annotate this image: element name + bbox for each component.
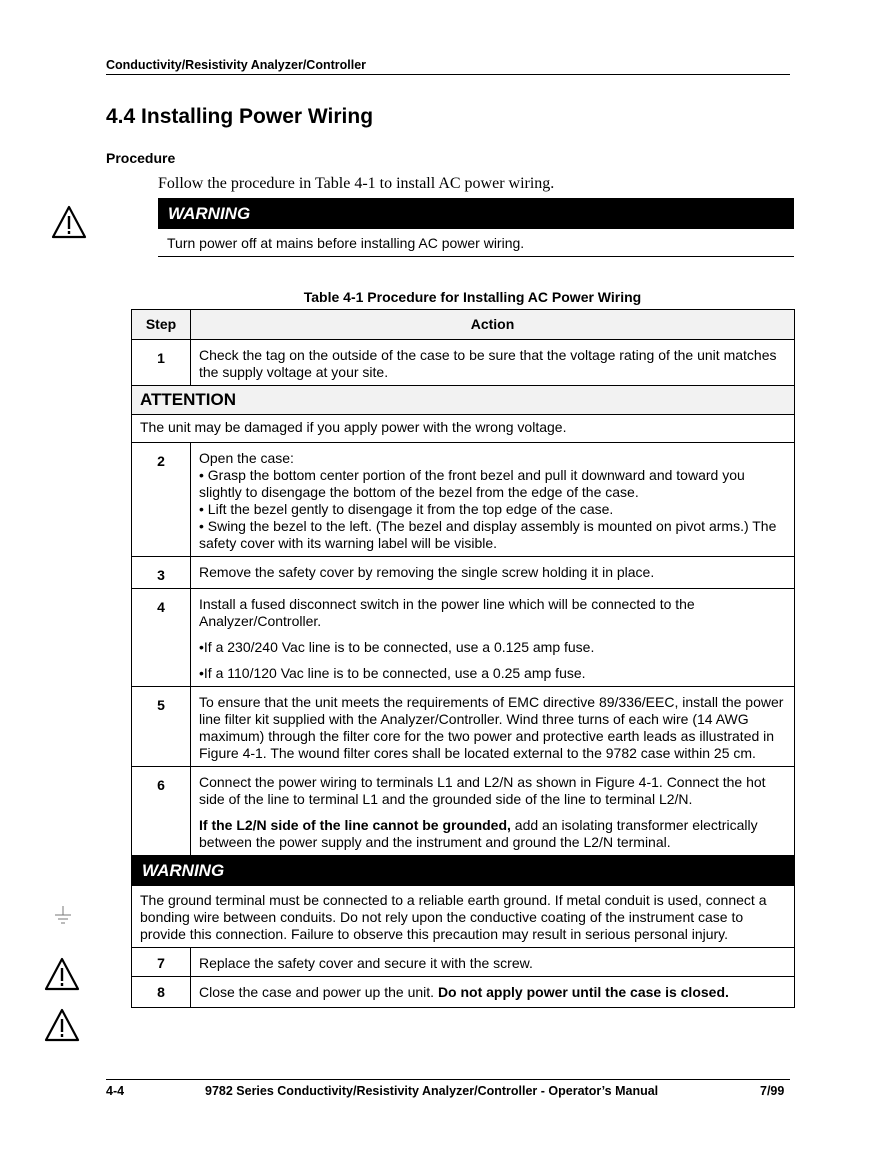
warning-label: WARNING [132,856,795,886]
caution-triangle-icon [44,1008,80,1042]
column-header-step: Step [132,310,191,340]
step-note [199,817,786,851]
table-header-row [132,310,795,340]
column-header-action: Action [191,310,795,340]
step-text: Connect the power wiring to terminals L1 and L2/N as shown in Figure 4-1. Connect the hot side of the line to terminal L1 and the grounded side of the line to terminal L2/N. [199,774,766,807]
step-action [191,687,795,767]
step-text: Open the case: [199,450,294,466]
attention-row [132,386,795,415]
warning-text: Turn power off at mains before installing AC power wiring. [167,235,525,251]
footer-rule [106,1079,790,1080]
step-number: 7 [132,948,191,977]
step-action [191,557,795,589]
step-text: Remove the safety cover by removing the single screw holding it in place. [199,564,655,580]
step-number: 2 [132,443,191,557]
table-row [132,589,795,687]
attention-text-row [132,415,795,443]
step-text: Replace the safety cover and secure it with the screw. [199,955,533,971]
attention-label: ATTENTION [132,386,795,415]
step-action [191,589,795,687]
step-text: Close the case and power up the unit. [199,984,438,1000]
step-bullet: • Grasp the bottom center portion of the front bezel and pull it downward and toward you slightly to disengage the bottom of the bezel from the edge of the case. [199,467,745,500]
running-header: Conductivity/Resistivity Analyzer/Controller [106,58,367,72]
step-action [191,948,795,977]
caution-triangle-icon [44,957,80,991]
step-text: Check the tag on the outside of the case to be sure that the voltage rating of the unit matches the supply voltage at your site. [199,347,777,380]
header-rule [106,74,790,75]
step-action [191,977,795,1008]
table-row [132,687,795,767]
warning-rule [158,256,794,257]
step-text: Install a fused disconnect switch in the power line which will be connected to the Analyzer/Controller. [199,596,695,629]
table-row [132,767,795,856]
step-bullet: •If a 110/120 Vac line is to be connected, use a 0.25 amp fuse. [199,665,586,681]
caution-triangle-icon [51,205,87,239]
warning-row [132,856,795,886]
step-number: 8 [132,977,191,1008]
step-bullet: • Lift the bezel gently to disengage it from the top edge of the case. [199,501,614,517]
ground-symbol-icon [54,905,72,927]
attention-text: The unit may be damaged if you apply power with the wrong voltage. [132,415,795,443]
table-row [132,557,795,589]
step-action [191,340,795,386]
footer-title: 9782 Series Conductivity/Resistivity Analyzer/Controller - Operator’s Manual [205,1084,659,1098]
page-number: 4-4 [106,1084,125,1098]
step-action [191,767,795,856]
step-note-rest: add an isolating transformer electrically between the power supply and the instrument and ground the L2/N terminal. [199,817,758,850]
table-row [132,340,795,386]
warning-body: The ground terminal must be connected to a reliable earth ground. If metal conduit is used, connect a bonding wire between conduits. Do not rely upon the conductive coating of the instrument case to provide this connection. Failure to observe this precaution may result in serious personal injury. [132,886,795,948]
table-row [132,977,795,1008]
table-row [132,948,795,977]
step-number: 1 [132,340,191,386]
procedure-heading: Procedure [106,150,176,166]
step-number: 5 [132,687,191,767]
step-bullet: • Swing the bezel to the left. (The bezel and display assembly is mounted on pivot arms.) The safety cover with its warning label will be visible. [199,518,777,551]
table-caption: Table 4-1 Procedure for Installing AC Power Wiring [303,289,642,305]
step-number: 6 [132,767,191,856]
footer-date: 7/99 [760,1084,785,1098]
step-number: 3 [132,557,191,589]
section-title: 4.4 Installing Power Wiring [106,105,374,128]
step-text: To ensure that the unit meets the requirements of EMC directive 89/336/EEC, install the power line filter kit supplied with the Analyzer/Controller. Wind three turns of each wire (14 AWG maximum) through the filter core for the two power and protective earth leads as illustrated in Figure 4-1. The wound filter cores shall be located external to the 9782 case within 25 cm. [199,694,784,761]
step-note-bold: If the L2/N side of the line cannot be grounded, [199,817,511,833]
step-action [191,443,795,557]
table-row [132,443,795,557]
step-number: 4 [132,589,191,687]
warning-text-row [132,886,795,948]
warning-banner: WARNING [158,198,794,229]
intro-text: Follow the procedure in Table 4-1 to install AC power wiring. [158,175,555,192]
step-bullet: •If a 230/240 Vac line is to be connected, use a 0.125 amp fuse. [199,639,595,655]
procedure-table [131,309,795,1008]
step-text-bold: Do not apply power until the case is closed. [437,984,729,1000]
